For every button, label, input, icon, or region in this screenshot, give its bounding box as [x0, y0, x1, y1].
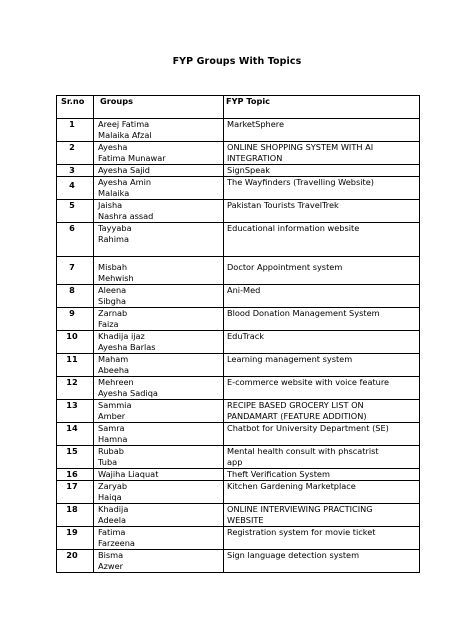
group-members-cell: [94, 223, 224, 257]
document-title: FYP Groups With Topics: [172, 56, 302, 67]
row-number: 6: [57, 223, 94, 257]
row-number: 7: [57, 257, 94, 285]
table-row: [57, 377, 420, 400]
table-row: [57, 469, 420, 481]
groups-table: [56, 95, 420, 573]
group-member-name: Ayesha Sajid: [98, 165, 150, 175]
group-members-cell: [94, 354, 224, 377]
fyp-topic-cell: [224, 331, 420, 354]
group-member-name: Khadija ijaz: [98, 331, 145, 341]
fyp-topic-text: The Wayfinders (Travelling Website): [227, 177, 374, 187]
header-fyp-topic: FYP Topic: [224, 96, 420, 119]
group-members-cell: [94, 527, 224, 550]
group-member-name: Ayesha Sadiqa: [98, 388, 158, 398]
row-number: 15: [57, 446, 94, 469]
row-number: 1: [57, 119, 94, 142]
fyp-topic-cell: [224, 119, 420, 142]
group-member-name: Mehreen: [98, 377, 134, 387]
fyp-topic-cell: [224, 354, 420, 377]
row-number: 9: [57, 308, 94, 331]
group-member-name: Rubab: [98, 446, 124, 456]
group-member-name: Hamna: [98, 434, 128, 444]
fyp-topic-text: INTEGRATION: [227, 153, 283, 163]
group-member-name: Malaika Afzal: [98, 130, 152, 140]
fyp-topic-cell: [224, 257, 420, 285]
fyp-topic-text: SignSpeak: [227, 165, 271, 175]
group-member-name: Abeeha: [98, 365, 130, 375]
fyp-topic-text: Learning management system: [227, 354, 353, 364]
group-members-cell: [94, 165, 224, 177]
group-member-name: Khadija: [98, 504, 129, 514]
fyp-topic-text: Educational information website: [227, 223, 360, 233]
group-member-name: Farzeena: [98, 538, 135, 548]
table-row: [57, 285, 420, 308]
fyp-topic-text: RECIPE BASED GROCERY LIST ON: [227, 400, 364, 410]
group-members-cell: [94, 257, 224, 285]
row-number: 13: [57, 400, 94, 423]
row-number: 4: [57, 177, 94, 200]
fyp-topic-cell: [224, 377, 420, 400]
table-row: [57, 308, 420, 331]
row-number: 10: [57, 331, 94, 354]
fyp-topic-text: Ani-Med: [227, 285, 261, 295]
fyp-topic-text: PANDAMART (FEATURE ADDITION): [227, 411, 367, 421]
group-member-name: Amber: [98, 411, 126, 421]
group-member-name: Fatima: [98, 527, 126, 537]
fyp-topic-text: app: [227, 457, 243, 467]
row-number: 14: [57, 423, 94, 446]
table-body: [57, 119, 420, 573]
header-groups: Groups: [94, 96, 224, 119]
fyp-topic-text: ONLINE INTERVIEWING PRACTICING: [227, 504, 373, 514]
row-number: 19: [57, 527, 94, 550]
fyp-topic-cell: [224, 527, 420, 550]
group-members-cell: [94, 177, 224, 200]
table-row: [57, 550, 420, 573]
group-member-name: Tayyaba: [98, 223, 132, 233]
group-member-name: Maham: [98, 354, 129, 364]
table-row: [57, 142, 420, 165]
group-member-name: Wajiha Liaquat: [98, 469, 159, 479]
fyp-topic-cell: [224, 400, 420, 423]
group-member-name: Areej Fatima: [98, 119, 150, 129]
fyp-topic-cell: [224, 423, 420, 446]
table-row: [57, 423, 420, 446]
group-member-name: Bisma: [98, 550, 124, 560]
fyp-topic-text: ONLINE SHOPPING SYSTEM WITH AI: [227, 142, 374, 152]
group-member-name: Haiqa: [98, 492, 122, 502]
row-number: 8: [57, 285, 94, 308]
fyp-topic-cell: [224, 481, 420, 504]
fyp-topic-text: Blood Donation Management System: [227, 308, 380, 318]
group-member-name: Misbah: [98, 262, 128, 272]
group-members-cell: [94, 142, 224, 165]
group-members-cell: [94, 423, 224, 446]
row-number: 16: [57, 469, 94, 481]
fyp-topic-cell: [224, 308, 420, 331]
fyp-topic-text: WEBSITE: [227, 515, 264, 525]
row-number: 18: [57, 504, 94, 527]
fyp-topic-text: Kitchen Gardening Marketplace: [227, 481, 356, 491]
group-members-cell: [94, 550, 224, 573]
group-member-name: Malaika: [98, 188, 130, 198]
group-member-name: Tuba: [98, 457, 118, 467]
fyp-topic-text: Theft Verification System: [227, 469, 330, 479]
fyp-topic-text: E-commerce website with voice feature: [227, 377, 390, 387]
row-number: 2: [57, 142, 94, 165]
group-member-name: Fatima Munawar: [98, 153, 166, 163]
fyp-topic-cell: [224, 165, 420, 177]
fyp-topic-text: Registration system for movie ticket: [227, 527, 376, 537]
table-row: [57, 119, 420, 142]
table-row: [57, 223, 420, 257]
group-members-cell: [94, 119, 224, 142]
row-number: 20: [57, 550, 94, 573]
row-number: 17: [57, 481, 94, 504]
table-row: [57, 165, 420, 177]
row-number: 3: [57, 165, 94, 177]
table-row: [57, 200, 420, 223]
group-member-name: Faiza: [98, 319, 119, 329]
fyp-topic-cell: [224, 469, 420, 481]
fyp-topic-text: MarketSphere: [227, 119, 284, 129]
group-members-cell: [94, 200, 224, 223]
group-member-name: Ayesha Barlas: [98, 342, 156, 352]
group-member-name: Ayesha: [98, 142, 128, 152]
group-member-name: Nashra assad: [98, 211, 154, 221]
group-members-cell: [94, 481, 224, 504]
table-row: [57, 177, 420, 200]
table-row: [57, 504, 420, 527]
table-row: [57, 446, 420, 469]
group-member-name: Jaisha: [98, 200, 123, 210]
row-number: 12: [57, 377, 94, 400]
fyp-topic-cell: [224, 177, 420, 200]
fyp-topic-cell: [224, 285, 420, 308]
table-row: [57, 331, 420, 354]
header-srno: Sr.no: [57, 96, 94, 119]
group-members-cell: [94, 377, 224, 400]
group-members-cell: [94, 446, 224, 469]
group-members-cell: [94, 469, 224, 481]
table-row: [57, 527, 420, 550]
group-members-cell: [94, 285, 224, 308]
group-member-name: Azwer: [98, 561, 123, 571]
group-members-cell: [94, 331, 224, 354]
table-header-row: [57, 96, 420, 119]
row-number: 11: [57, 354, 94, 377]
fyp-topic-text: Doctor Appointment system: [227, 262, 343, 272]
fyp-topic-text: Mental health consult with phscatrist: [227, 446, 379, 456]
group-member-name: Ayesha Amin: [98, 177, 152, 187]
fyp-topic-cell: [224, 223, 420, 257]
fyp-topic-cell: [224, 550, 420, 573]
group-member-name: Mehwish: [98, 273, 134, 283]
fyp-topic-text: Chatbot for University Department (SE): [227, 423, 389, 433]
fyp-topic-text: Sign language detection system: [227, 550, 360, 560]
table-row: [57, 354, 420, 377]
fyp-topic-cell: [224, 446, 420, 469]
fyp-topic-text: Pakistan Tourists TravelTrek: [227, 200, 339, 210]
group-member-name: Zaryab: [98, 481, 128, 491]
group-members-cell: [94, 504, 224, 527]
fyp-topic-cell: [224, 142, 420, 165]
fyp-topic-cell: [224, 200, 420, 223]
row-number: 5: [57, 200, 94, 223]
group-member-name: Samra: [98, 423, 125, 433]
fyp-topic-text: EduTrack: [227, 331, 264, 341]
fyp-topic-cell: [224, 504, 420, 527]
group-member-name: Sibgha: [98, 296, 127, 306]
group-member-name: Rahima: [98, 234, 129, 244]
table-row: [57, 481, 420, 504]
group-member-name: Zarnab: [98, 308, 128, 318]
group-members-cell: [94, 400, 224, 423]
table-row: [57, 257, 420, 285]
group-members-cell: [94, 308, 224, 331]
group-member-name: Sammia: [98, 400, 132, 410]
group-member-name: Adeela: [98, 515, 127, 525]
table-row: [57, 400, 420, 423]
group-member-name: Aleena: [98, 285, 127, 295]
